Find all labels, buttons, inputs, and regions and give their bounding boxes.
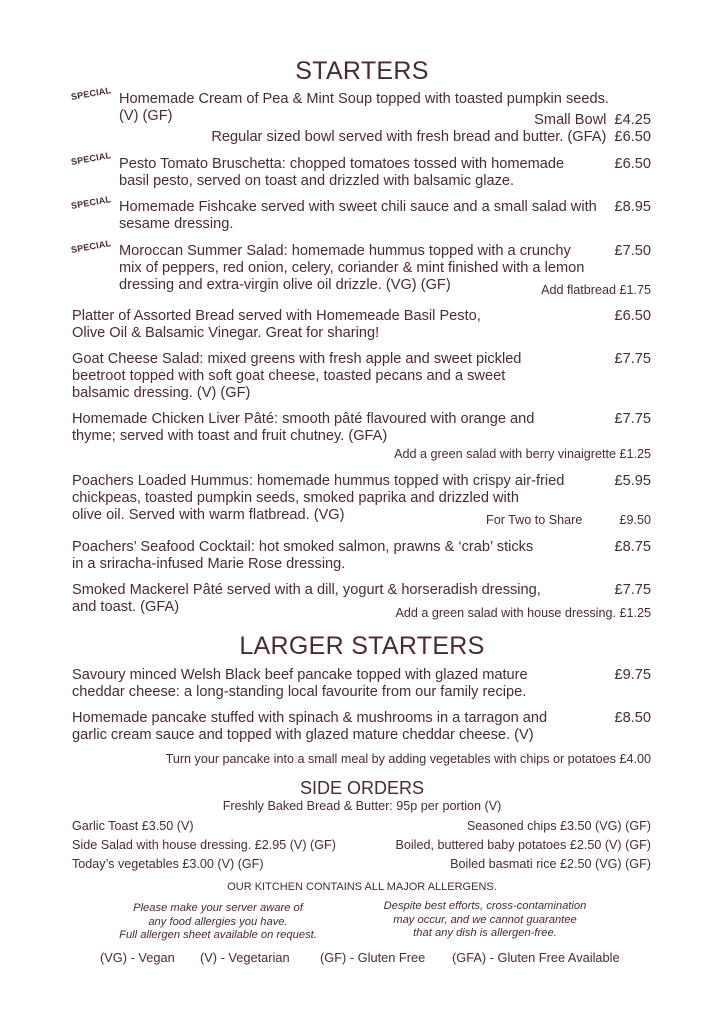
menu-item-beef-pancake: Savoury minced Welsh Black beef pancake topped with glazed mature cheddar cheese: a long-standing local favourite from our family recipe. (72, 667, 528, 700)
side-right-2: Boiled, buttered baby potatoes £2.50 (V) (GF) (395, 838, 651, 852)
goat-price: £7.75 (614, 351, 651, 367)
pancake-meal-note: Turn your pancake into a small meal by adding vegetables with chips or potatoes £4.00 (165, 752, 651, 766)
menu-item-goat-cheese: Goat Cheese Salad: mixed greens with fresh apple and sweet pickled beetroot topped with soft goat cheese, toasted pecans and a sweet balsamic dressing. (V) (GF) (72, 351, 522, 401)
hummus-price: £5.95 (614, 473, 651, 489)
hummus-share-label: For Two to Share (486, 513, 583, 527)
side-right-1: Seasoned chips £3.50 (VG) (GF) (466, 819, 651, 833)
menu-item-mackerel-pate: Smoked Mackerel Pâté served with a dill, yogurt & horseradish dressing, and toast. (GFA) (72, 582, 541, 615)
moroccan-price: £7.50 (614, 243, 651, 259)
cocktail-price: £8.75 (614, 539, 651, 555)
legend-gluten-free: (GF) - Gluten Free (320, 950, 426, 965)
spinach-pancake-price: £8.50 (614, 710, 651, 726)
menu-item-fishcake: Homemade Fishcake served with sweet chili sauce and a small salad with sesame dressing. (119, 199, 597, 232)
menu-item-bruschetta: Pesto Tomato Bruschetta: chopped tomatoes tossed with homemade basil pesto, served on toast and drizzled with balsamic glaze. (119, 156, 565, 189)
legend-vegetarian: (V) - Vegetarian (200, 950, 290, 965)
menu-item-loaded-hummus: Poachers Loaded Hummus: homemade hummus topped with crispy air-fried chickpeas, toasted pumpkin seeds, smoked paprika and drizzled with olive oil. Served with warm flatbread. (VG) (72, 473, 565, 523)
side-left-2: Side Salad with house dressing. £2.95 (V) (GF) (72, 838, 336, 852)
allergen-note-left: Please make your server aware of any food allergies you have. Full allergen sheet available on request. (119, 902, 317, 941)
bread-price: £6.50 (614, 308, 651, 324)
beef-pancake-price: £9.75 (614, 667, 651, 683)
special-badge: SPECIAL (70, 194, 112, 211)
mackerel-price: £7.75 (614, 582, 651, 598)
allergen-heading: OUR KITCHEN CONTAINS ALL MAJOR ALLERGENS. (227, 881, 497, 893)
moroccan-addon: Add flatbread £1.75 (541, 283, 651, 297)
special-badge: SPECIAL (70, 85, 112, 102)
side-orders-title: SIDE ORDERS (299, 778, 425, 798)
menu-item-seafood-cocktail: Poachers’ Seafood Cocktail: hot smoked salmon, prawns & ‘crab’ sticks in a sriracha-infused Marie Rose dressing. (72, 539, 534, 572)
hummus-share-price: £9.50 (619, 513, 651, 527)
soup-regular-price: Regular sized bowl served with fresh bread and butter. (GFA) £6.50 (211, 129, 651, 145)
menu-item-bread-platter: Platter of Assorted Bread served with Homemeade Basil Pesto, Olive Oil & Balsamic Vinegar. Great for sharing! (72, 308, 481, 341)
special-badge: SPECIAL (70, 238, 112, 255)
soup-small-price: Small Bowl £4.25 (534, 112, 651, 128)
menu-item-chicken-pate: Homemade Chicken Liver Pâté: smooth pâté flavoured with orange and thyme; served with toast and fruit chutney. (GFA) (72, 411, 535, 444)
legend-gluten-free-available: (GFA) - Gluten Free Available (452, 950, 620, 965)
pate-price: £7.75 (614, 411, 651, 427)
side-left-1: Garlic Toast £3.50 (V) (72, 819, 194, 833)
special-badge: SPECIAL (70, 150, 112, 167)
menu-item-soup: Homemade Cream of Pea & Mint Soup topped with toasted pumpkin seeds. (V) (GF) (119, 91, 609, 124)
menu-item-spinach-pancake: Homemade pancake stuffed with spinach & mushrooms in a tarragon and garlic cream sauce and topped with glazed mature cheddar cheese. (V) (72, 710, 548, 743)
side-bread: Freshly Baked Bread & Butter: 95p per portion (V) (222, 799, 502, 813)
side-right-3: Boiled basmati rice £2.50 (VG) (GF) (450, 857, 651, 871)
legend-vegan: (VG) - Vegan (100, 950, 175, 965)
menu-item-moroccan-salad: Moroccan Summer Salad: homemade hummus topped with a crunchy mix of peppers, red onion, celery, coriander & mint finished with a lemon dressing and extra-virgin olive oil drizzle. (VG) (GF) (119, 243, 585, 293)
bruschetta-price: £6.50 (614, 156, 651, 172)
side-left-3: Today’s vegetables £3.00 (V) (GF) (72, 857, 264, 871)
mackerel-addon: Add a green salad with house dressing. £1.25 (395, 606, 651, 620)
starters-title: STARTERS (295, 57, 429, 85)
pate-addon: Add a green salad with berry vinaigrette £1.25 (394, 447, 651, 461)
allergen-note-right: Despite best efforts, cross-contamination may occur, and we cannot guarantee that any dish is allergen-free. (383, 900, 587, 939)
fishcake-price: £8.95 (614, 199, 651, 215)
larger-starters-title: LARGER STARTERS (239, 632, 485, 660)
